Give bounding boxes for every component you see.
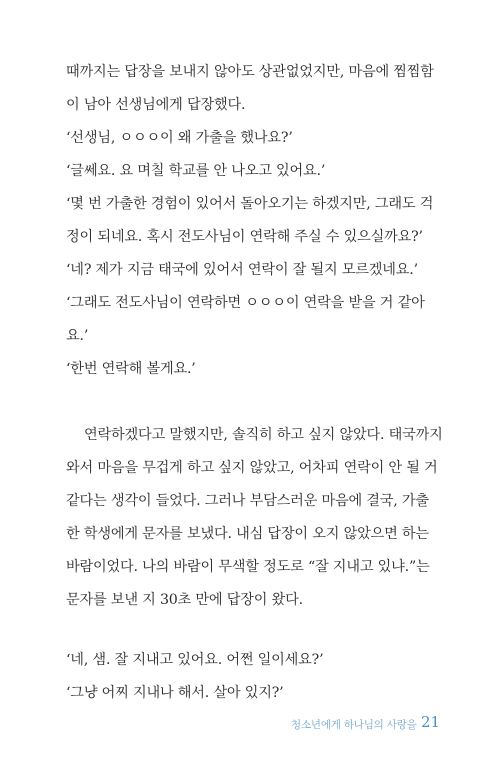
body-line: 정이 되네요. 혹시 전도사님이 연락해 주실 수 있으실까요?’ [66,229,423,245]
body-line: ‘몇 번 가출한 경험이 있어서 돌아오기는 하겠지만, 그래도 걱 [66,196,434,212]
body-line: 문자를 보낸 지 30초 만에 답장이 왔다. [66,592,303,608]
body-line: ‘한번 연락해 볼게요.’ [66,361,196,377]
running-footer-title: 청소년에게 하나님의 사랑을 [291,719,417,731]
body-line: 와서 마음을 무겁게 하고 싶지 않았고, 어차피 연락이 안 될 거 [66,460,438,476]
body-line: ‘글쎄요. 요 며칠 학교를 안 나오고 있어요.’ [66,163,326,179]
body-line: 같다는 생각이 들었다. 그러나 부담스러운 마음에 결국, 가출 [66,493,429,509]
body-line: ‘네? 제가 지금 태국에 있어서 연락이 잘 될지 모르겠네요.’ [66,262,418,278]
body-line: ‘그냥 어찌 지내나 해서. 살아 있지?’ [66,685,284,701]
body-line: 때까지는 답장을 보내지 않아도 상관없었지만, 마음에 찜찜함 [66,64,434,80]
body-line: 요.’ [66,328,89,344]
body-line: 바람이었다. 나의 바람이 무색할 정도로 “잘 지내고 있냐.”는 [66,559,430,575]
paragraph-first-line: 연락하겠다고 말했지만, 솔직히 하고 싶지 않았다. 태국까지 [84,427,443,443]
body-line: 이 남아 선생님에게 답장했다. [66,97,246,113]
page-number: 21 [421,713,441,731]
body-line: ‘네, 샘. 잘 지내고 있어요. 어쩐 일이세요?’ [66,652,324,668]
body-line: ‘그래도 전도사님이 연락하면 ㅇㅇㅇ이 연락을 받을 거 같아 [66,295,425,311]
body-line: ‘선생님, ㅇㅇㅇ이 왜 가출을 했나요?’ [66,130,293,146]
body-line: 한 학생에게 문자를 보냈다. 내심 답장이 오지 않았으면 하는 [66,526,429,542]
